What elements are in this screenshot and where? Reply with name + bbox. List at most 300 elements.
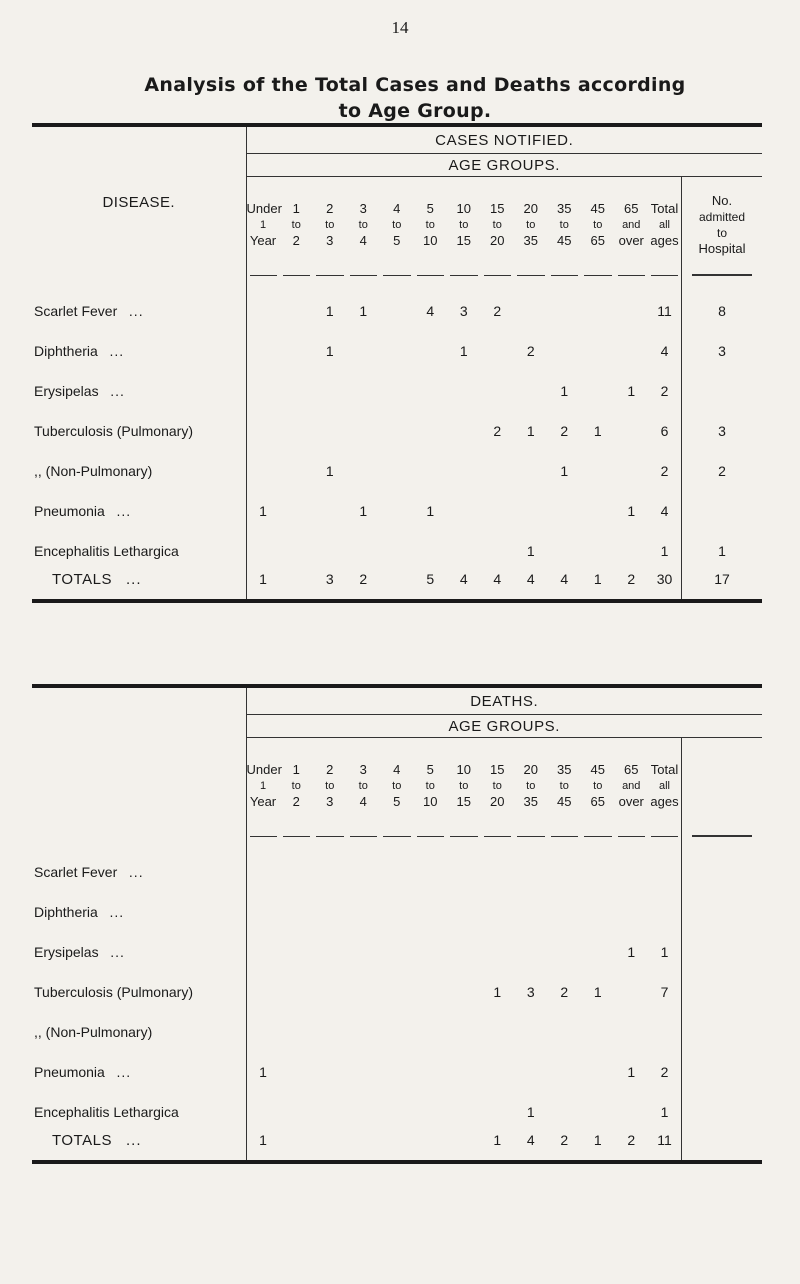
column-header-line: 65 xyxy=(624,201,639,216)
cell-value: 1 xyxy=(246,1132,280,1160)
age-group-column-header xyxy=(414,738,448,835)
column-header-line: 5 xyxy=(393,794,401,809)
cell-value: 1 xyxy=(325,303,334,319)
cell-value xyxy=(548,1052,582,1092)
column-header-line: to xyxy=(559,780,569,792)
cell-value: 1 xyxy=(526,423,535,439)
cell-value: 4 xyxy=(660,343,669,359)
cell-value xyxy=(280,932,314,972)
cell-value xyxy=(380,1052,414,1092)
cell-value: 1 xyxy=(493,984,502,1000)
cell-value: 30 xyxy=(656,571,673,587)
cell-value: 4 xyxy=(493,571,502,587)
cell-value: 1 xyxy=(246,491,280,531)
column-header-line: to xyxy=(291,219,301,231)
cell-value: 2 xyxy=(627,1132,636,1148)
cell-value xyxy=(246,1092,280,1132)
disease-name xyxy=(32,291,246,331)
hospital-value: 8 xyxy=(682,291,763,331)
column-header-line: 2 xyxy=(292,794,300,809)
cell-value xyxy=(280,1052,314,1092)
cell-value: 1 xyxy=(593,1132,602,1148)
column-header-line: to xyxy=(291,780,301,792)
column-header-line: over xyxy=(618,794,644,809)
cell-value xyxy=(313,852,347,892)
cell-value xyxy=(514,1012,548,1052)
cell-value xyxy=(414,531,448,571)
cell-value xyxy=(481,371,515,411)
cell-value xyxy=(280,411,314,451)
leader-dots: ... xyxy=(128,303,144,319)
cell-value xyxy=(581,892,615,932)
column-header-line: 35 xyxy=(523,794,538,809)
age-group-column-header xyxy=(280,738,314,835)
cell-value xyxy=(380,531,414,571)
cell-value: 3 xyxy=(459,303,468,319)
page-title xyxy=(60,72,770,124)
column-header-line: to xyxy=(526,780,536,792)
cell-value xyxy=(313,531,347,571)
table-row xyxy=(32,1012,762,1052)
cell-value xyxy=(380,852,414,892)
cell-value xyxy=(615,411,649,451)
leader-dots: ... xyxy=(125,571,142,588)
cell-value xyxy=(414,892,448,932)
cell-value xyxy=(481,1092,515,1132)
disease-label: Scarlet Fever xyxy=(34,303,118,319)
table-row xyxy=(32,972,762,1012)
cell-value xyxy=(581,1012,615,1052)
column-header-line: to xyxy=(492,219,502,231)
column-header-line: 1 xyxy=(292,762,300,777)
cell-value xyxy=(414,852,448,892)
cell-value xyxy=(347,932,381,972)
column-header-line: to xyxy=(593,219,603,231)
cell-value xyxy=(280,491,314,531)
age-group-column-header xyxy=(548,177,582,274)
cell-value xyxy=(313,892,347,932)
cell-value: 1 xyxy=(593,571,602,587)
cell-value xyxy=(548,1092,582,1132)
hospital-header-line: to xyxy=(716,226,727,240)
age-group-column-header xyxy=(581,738,615,835)
cell-value xyxy=(548,491,582,531)
disease-label: Erysipelas xyxy=(34,383,99,399)
column-header-line: Year xyxy=(249,233,277,248)
hospital-value: 17 xyxy=(682,571,763,599)
age-group-column-header xyxy=(347,738,381,835)
cell-value xyxy=(380,371,414,411)
cell-value xyxy=(347,852,381,892)
cell-value xyxy=(581,531,615,571)
cell-value xyxy=(548,331,582,371)
cell-value xyxy=(280,371,314,411)
column-header-line: 10 xyxy=(456,762,471,777)
age-group-column-header xyxy=(615,738,649,835)
leader-dots: ... xyxy=(109,904,125,920)
column-header-line: 65 xyxy=(590,794,605,809)
table-row xyxy=(32,1052,762,1092)
column-header-line: and xyxy=(622,219,641,231)
age-group-column-header xyxy=(514,738,548,835)
column-header-line: over xyxy=(618,233,644,248)
title-line-2: to Age Group. xyxy=(338,100,492,122)
cell-value xyxy=(280,892,314,932)
column-header-line: 10 xyxy=(423,233,438,248)
cell-value: 2 xyxy=(560,984,569,1000)
cell-value xyxy=(447,852,481,892)
cell-value xyxy=(313,1012,347,1052)
column-header-line: 35 xyxy=(523,233,538,248)
cell-value: 1 xyxy=(459,343,468,359)
hospital-value: 3 xyxy=(682,411,763,451)
cell-value xyxy=(313,1092,347,1132)
cell-value xyxy=(447,1052,481,1092)
cell-value: 1 xyxy=(246,571,280,599)
empty-cell xyxy=(682,972,763,1012)
cell-value: 1 xyxy=(627,944,636,960)
disease-label: TOTALS xyxy=(52,1132,112,1149)
cell-value: 4 xyxy=(459,571,468,587)
cell-value xyxy=(380,1012,414,1052)
cell-value xyxy=(280,972,314,1012)
age-group-column-header xyxy=(481,738,515,835)
cell-value xyxy=(347,531,381,571)
cell-value xyxy=(447,531,481,571)
cell-value xyxy=(246,972,280,1012)
cell-value xyxy=(615,892,649,932)
table-row xyxy=(32,451,762,491)
empty-cell xyxy=(682,932,763,972)
age-groups-label: AGE GROUPS. xyxy=(246,715,762,738)
column-header-line: 45 xyxy=(590,762,605,777)
cell-value: 1 xyxy=(627,503,636,519)
column-header-line: 15 xyxy=(456,794,471,809)
cell-value: 4 xyxy=(560,571,569,587)
column-header-line: Total xyxy=(650,762,679,777)
column-header-line: 10 xyxy=(423,794,438,809)
cell-value xyxy=(246,331,280,371)
disease-name xyxy=(32,892,246,932)
cell-value xyxy=(280,1012,314,1052)
hospital-value: 3 xyxy=(682,331,763,371)
age-group-column-header xyxy=(313,738,347,835)
disease-label: ,, (Non-Pulmonary) xyxy=(34,463,153,479)
cell-value: 4 xyxy=(660,503,669,519)
cell-value: 11 xyxy=(657,1132,672,1148)
column-header-line: 2 xyxy=(292,233,300,248)
column-header-line: 4 xyxy=(359,794,367,809)
cell-value xyxy=(246,1012,280,1052)
cell-value xyxy=(481,932,515,972)
cell-value: 1 xyxy=(660,543,669,559)
cell-value xyxy=(246,451,280,491)
cell-value xyxy=(280,852,314,892)
cell-value: 3 xyxy=(526,984,535,1000)
cell-value xyxy=(414,1052,448,1092)
cell-value xyxy=(280,451,314,491)
table-row xyxy=(32,892,762,932)
column-header-line: 4 xyxy=(359,233,367,248)
cell-value xyxy=(246,371,280,411)
table-row xyxy=(32,531,762,571)
cell-value: 2 xyxy=(359,571,368,587)
disease-name xyxy=(32,852,246,892)
age-group-column-header xyxy=(615,177,649,274)
disease-label: Encephalitis Lethargica xyxy=(34,1104,179,1120)
leader-dots: ... xyxy=(116,1064,132,1080)
table-row xyxy=(32,1092,762,1132)
cell-value xyxy=(481,331,515,371)
cell-value xyxy=(481,892,515,932)
column-header-line: 15 xyxy=(490,762,505,777)
column-header-line: to xyxy=(459,780,469,792)
cell-value xyxy=(514,892,548,932)
cell-value xyxy=(514,1052,548,1092)
empty-cell xyxy=(682,852,763,892)
column-header-line: 10 xyxy=(456,201,471,216)
disease-name xyxy=(32,972,246,1012)
cell-value xyxy=(246,892,280,932)
cell-value: 2 xyxy=(493,303,502,319)
column-header-line: Year xyxy=(249,794,277,809)
cell-value xyxy=(447,491,481,531)
cell-value xyxy=(313,1052,347,1092)
cell-value xyxy=(246,531,280,571)
column-header-line: to xyxy=(492,780,502,792)
cell-value xyxy=(414,331,448,371)
cell-value xyxy=(548,531,582,571)
cell-value xyxy=(380,1132,414,1160)
age-group-column-header xyxy=(481,177,515,274)
cell-value xyxy=(313,1132,347,1160)
section-title: CASES NOTIFIED. xyxy=(246,127,762,154)
cell-value: 1 xyxy=(660,1104,669,1120)
empty-cell xyxy=(682,1132,763,1160)
cell-value xyxy=(447,1092,481,1132)
cell-value: 1 xyxy=(660,944,669,960)
column-header-line: to xyxy=(425,219,435,231)
cell-value xyxy=(380,1092,414,1132)
cell-value xyxy=(514,852,548,892)
cell-value xyxy=(447,451,481,491)
cell-value xyxy=(615,451,649,491)
age-group-column-header xyxy=(246,738,280,835)
column-header-line: 3 xyxy=(359,201,367,216)
column-header-line: 4 xyxy=(393,762,401,777)
disease-label: Pneumonia xyxy=(34,503,105,519)
totals-row xyxy=(32,1132,762,1160)
cell-value: 1 xyxy=(359,303,368,319)
column-header-line: to xyxy=(459,219,469,231)
cell-value xyxy=(246,291,280,331)
age-group-column-header xyxy=(581,177,615,274)
age-group-column-header xyxy=(514,177,548,274)
column-header-line: 2 xyxy=(326,201,334,216)
disease-name xyxy=(32,331,246,371)
totals-row xyxy=(32,571,762,599)
page-number: 14 xyxy=(391,18,409,37)
cell-value xyxy=(280,1132,314,1160)
disease-label: Tuberculosis (Pulmonary) xyxy=(34,984,193,1000)
cell-value: 2 xyxy=(660,383,669,399)
cell-value xyxy=(481,491,515,531)
column-header-line: 5 xyxy=(393,233,401,248)
leader-dots: ... xyxy=(110,944,125,960)
age-group-column-header xyxy=(648,177,682,274)
table-row xyxy=(32,291,762,331)
cell-value: 2 xyxy=(660,463,669,479)
table-row xyxy=(32,371,762,411)
disease-label: Tuberculosis (Pulmonary) xyxy=(34,423,193,439)
section-title: DEATHS. xyxy=(246,688,762,715)
column-header-line: to xyxy=(425,780,435,792)
column-header-line: 20 xyxy=(523,201,538,216)
column-header-line: 1 xyxy=(259,780,267,792)
cell-value: 4 xyxy=(526,571,535,587)
cell-value xyxy=(548,852,582,892)
cell-value: 7 xyxy=(660,984,669,1000)
disease-label: TOTALS xyxy=(52,571,112,588)
cell-value xyxy=(548,932,582,972)
cell-value xyxy=(581,932,615,972)
cell-value xyxy=(615,1012,649,1052)
leader-dots: ... xyxy=(128,864,144,880)
column-header-line: 3 xyxy=(359,762,367,777)
cell-value xyxy=(380,932,414,972)
cell-value xyxy=(347,1092,381,1132)
cell-value xyxy=(481,531,515,571)
hospital-header-line: No. xyxy=(711,193,733,208)
column-header-line: to xyxy=(325,219,335,231)
disease-name xyxy=(32,531,246,571)
cell-value xyxy=(514,491,548,531)
column-header-line: 15 xyxy=(456,233,471,248)
cell-value xyxy=(447,972,481,1012)
cell-value xyxy=(313,972,347,1012)
cell-value xyxy=(514,932,548,972)
cell-value xyxy=(380,411,414,451)
column-header-line: 65 xyxy=(624,762,639,777)
deaths-table xyxy=(32,684,762,1164)
cell-value: 1 xyxy=(325,343,334,359)
cell-value: 1 xyxy=(560,383,569,399)
column-header-line: to xyxy=(325,780,335,792)
column-header-line: to xyxy=(358,780,368,792)
disease-name xyxy=(32,571,246,599)
cell-value xyxy=(313,932,347,972)
disease-header xyxy=(32,688,246,838)
cell-value xyxy=(347,1052,381,1092)
disease-name xyxy=(32,451,246,491)
cell-value xyxy=(414,1132,448,1160)
age-group-column-header xyxy=(548,738,582,835)
cell-value xyxy=(447,1012,481,1052)
cell-value xyxy=(347,371,381,411)
cell-value xyxy=(246,411,280,451)
cell-value: 1 xyxy=(560,463,569,479)
column-header-line: to xyxy=(593,780,603,792)
cell-value xyxy=(280,331,314,371)
disease-label: ,, (Non-Pulmonary) xyxy=(34,1024,153,1040)
cell-value xyxy=(514,371,548,411)
cell-value: 1 xyxy=(325,463,334,479)
disease-label: Erysipelas xyxy=(34,944,99,960)
leader-dots: ... xyxy=(125,1132,142,1149)
cell-value: 2 xyxy=(560,423,569,439)
cell-value: 6 xyxy=(660,423,669,439)
empty-cell xyxy=(682,892,763,932)
cell-value xyxy=(414,1092,448,1132)
title-line-1: Analysis of the Total Cases and Deaths according xyxy=(144,74,686,96)
cases-notified-table xyxy=(32,123,762,603)
disease-label: Encephalitis Lethargica xyxy=(34,543,179,559)
hospital-header-line: admitted xyxy=(698,210,746,224)
hospital-header-line: Hospital xyxy=(698,241,746,256)
cell-value xyxy=(414,371,448,411)
cell-value xyxy=(280,1092,314,1132)
disease-name xyxy=(32,1052,246,1092)
cell-value xyxy=(581,491,615,531)
disease-label: Pneumonia xyxy=(34,1064,105,1080)
cell-value xyxy=(380,892,414,932)
cell-value xyxy=(447,892,481,932)
cell-value xyxy=(347,1132,381,1160)
cell-value xyxy=(414,451,448,491)
cell-value: 2 xyxy=(660,1064,669,1080)
column-header-line: and xyxy=(622,780,641,792)
age-group-column-header xyxy=(380,738,414,835)
cell-value xyxy=(447,1132,481,1160)
cell-value: 11 xyxy=(657,303,672,319)
age-group-column-header xyxy=(414,177,448,274)
table-row xyxy=(32,331,762,371)
hospital-value xyxy=(682,491,763,531)
cell-value xyxy=(581,331,615,371)
disease-label: Scarlet Fever xyxy=(34,864,118,880)
cell-value: 1 xyxy=(593,423,602,439)
cell-value xyxy=(414,932,448,972)
cell-value: 1 xyxy=(246,1052,280,1092)
empty-cell xyxy=(682,1012,763,1052)
column-header-line: 3 xyxy=(326,233,334,248)
cell-value xyxy=(313,491,347,531)
age-group-column-header xyxy=(347,177,381,274)
cell-value xyxy=(380,291,414,331)
cell-value xyxy=(548,892,582,932)
cell-value xyxy=(347,892,381,932)
age-group-column-header xyxy=(447,177,481,274)
disease-name xyxy=(32,1132,246,1160)
cell-value xyxy=(581,371,615,411)
empty-cell xyxy=(682,1052,763,1092)
disease-name xyxy=(32,411,246,451)
disease-name xyxy=(32,371,246,411)
cell-value xyxy=(347,331,381,371)
cell-value xyxy=(380,491,414,531)
cell-value xyxy=(313,371,347,411)
cell-value xyxy=(380,972,414,1012)
column-header-line: to xyxy=(358,219,368,231)
cell-value xyxy=(280,531,314,571)
cell-value: 1 xyxy=(627,1064,636,1080)
cell-value xyxy=(380,571,414,599)
age-group-column-header xyxy=(648,738,682,835)
disease-name xyxy=(32,932,246,972)
cell-value: 2 xyxy=(526,343,535,359)
cell-value xyxy=(615,852,649,892)
cell-value xyxy=(581,291,615,331)
